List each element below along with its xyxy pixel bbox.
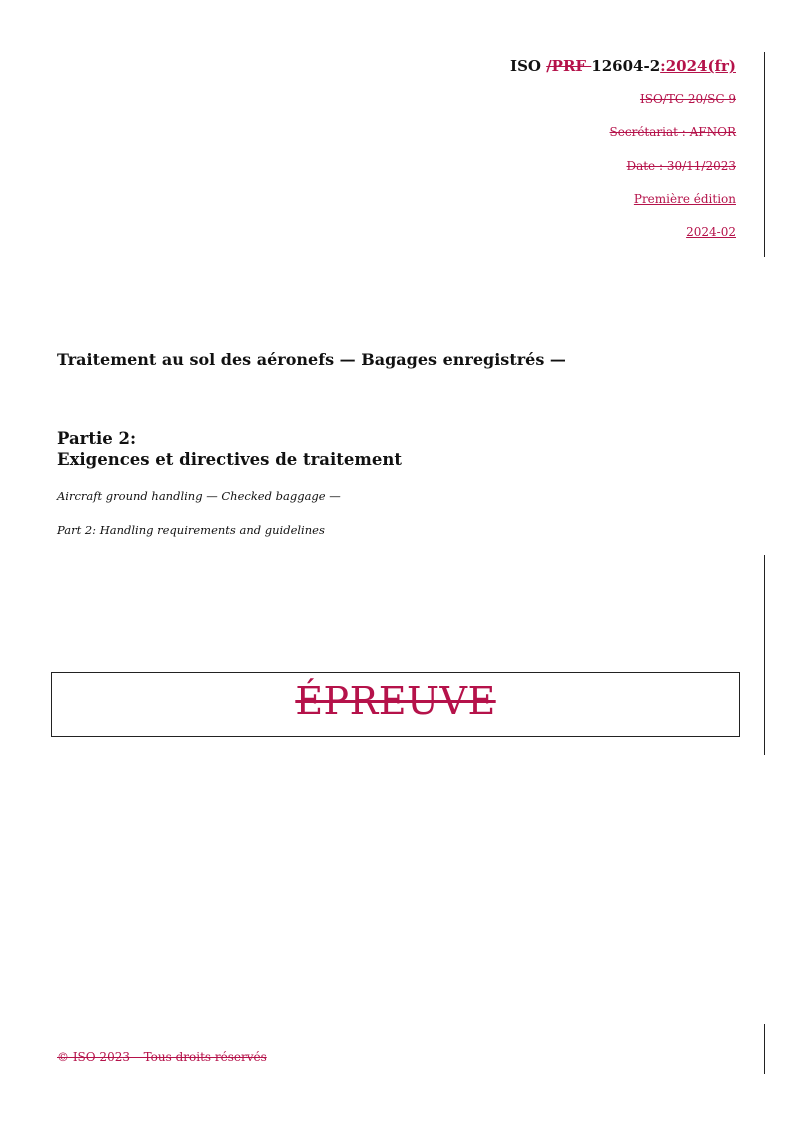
date-deleted: Date : 30/11/2023 xyxy=(626,159,736,173)
prf-deleted: /PRF xyxy=(546,57,592,75)
document-number: 12604-2 xyxy=(591,57,661,75)
part-title-french xyxy=(57,428,402,470)
document-identifier xyxy=(510,57,736,75)
change-bar-footer xyxy=(764,1024,765,1074)
change-bar-proof xyxy=(764,555,765,755)
part-title-english: Part 2: Handling requirements and guidelines xyxy=(57,523,325,537)
proof-label: ÉPREUVE xyxy=(295,679,496,723)
proof-box xyxy=(51,672,740,737)
publication-date-inserted: 2024-02 xyxy=(686,225,736,239)
year-inserted: :2024(fr) xyxy=(660,57,736,75)
title-french: Traitement au sol des aéronefs — Bagages enregistrés — xyxy=(57,350,566,369)
copyright-footer: © ISO 2023 – Tous droits réservés xyxy=(57,1050,267,1064)
edition-inserted: Première édition xyxy=(633,192,736,206)
part-name-french: Exigences et directives de traitement xyxy=(57,450,402,469)
title-english: Aircraft ground handling — Checked baggage — xyxy=(57,489,341,503)
iso-prefix: ISO xyxy=(510,57,547,75)
secretariat-deleted: Secrétariat : AFNOR xyxy=(609,125,736,139)
committee-deleted: ISO/TC 20/SC 9 xyxy=(639,92,736,106)
part-number-french: Partie 2: xyxy=(57,429,137,448)
change-bar-header xyxy=(764,52,765,257)
